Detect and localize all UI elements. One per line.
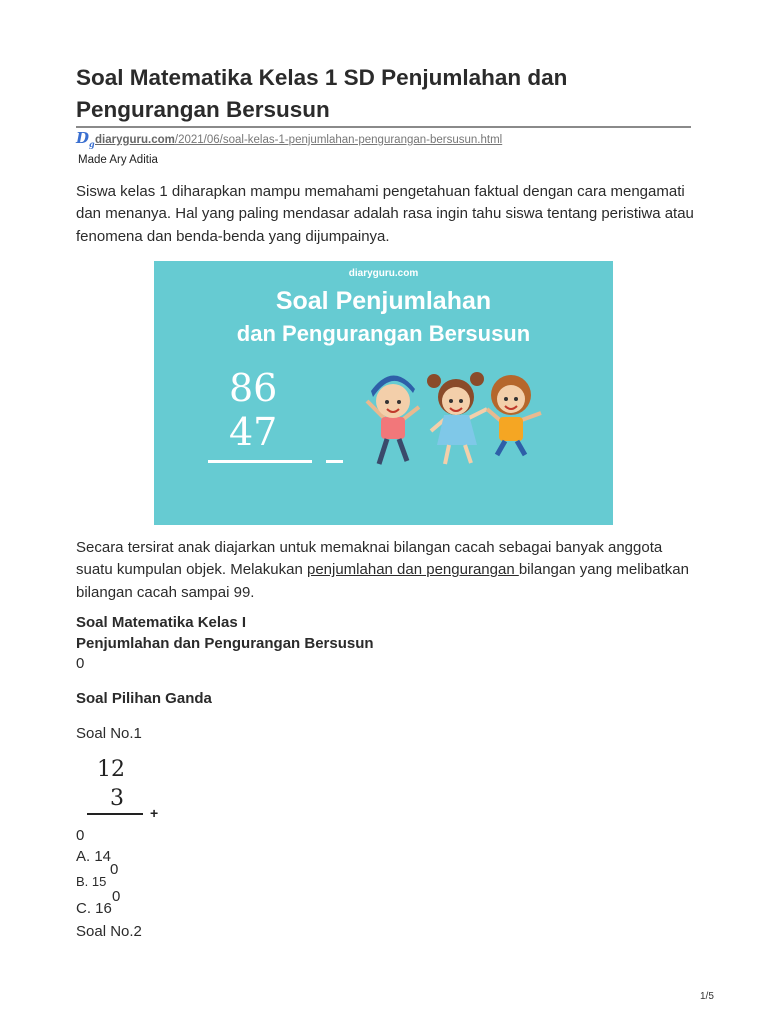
page-number: 1/5 xyxy=(700,991,714,1002)
question-1-top-number: 12 xyxy=(97,757,125,782)
multiple-choice-heading: Soal Pilihan Ganda xyxy=(76,690,212,707)
section-heading-1: Soal Matematika Kelas I xyxy=(76,614,247,631)
option-c-superscript-zero: 0 xyxy=(112,888,121,905)
source-domain[interactable]: diaryguru.com xyxy=(95,134,175,146)
question-1-label: Soal No.1 xyxy=(76,725,142,742)
option-b-value: 15 xyxy=(91,874,107,889)
explanation-text-start: Secara tersirat anak diajarkan untuk memaknai bilangan cacah sebagai banyak anggota suatu kumpulan objek. Melakukan xyxy=(76,539,663,579)
hero-number-bottom: 47 xyxy=(229,410,278,454)
section-heading-2: Penjumlahan dan Pengurangan Bersusun xyxy=(76,635,374,652)
explanation-text-end: bilangan yang melibatkan bilangan cacah sampai 99. xyxy=(76,561,689,601)
hero-minus-sign xyxy=(326,460,343,463)
hero-heading-line2: dan Pengurangan Bersusun xyxy=(236,321,531,346)
question-1-plus-sign: + xyxy=(150,805,159,821)
title-divider xyxy=(76,126,691,128)
hero-sum-line xyxy=(208,460,312,463)
author-name: Made Ary Aditia xyxy=(78,154,158,166)
page-title: Soal Matematika Kelas 1 SD Penjumlahan dan Pengurangan Bersusun xyxy=(76,65,568,122)
question-1-stray-zero: 0 xyxy=(76,827,85,844)
option-b[interactable] xyxy=(76,874,106,889)
option-b-letter: B. xyxy=(76,874,89,889)
hero-heading-line1: Soal Penjumlahan xyxy=(275,287,492,315)
kids-illustration-icon xyxy=(349,359,574,474)
source-path[interactable]: /2021/06/soal-kelas-1-penjumlahan-pengurangan-bersusun.html xyxy=(174,134,503,146)
hero-image xyxy=(154,261,613,525)
explanation-paragraph xyxy=(76,537,696,604)
option-a[interactable]: A. 14 xyxy=(76,848,112,865)
hero-number-top: 86 xyxy=(229,366,278,410)
logo-letter: D xyxy=(76,129,90,147)
logo-sub-letter: g xyxy=(89,139,95,149)
option-c[interactable]: C. 16 xyxy=(76,900,112,917)
option-b-superscript-zero: 0 xyxy=(110,861,119,878)
question-2-label: Soal No.2 xyxy=(76,923,142,940)
hero-site-label: diaryguru.com xyxy=(348,268,419,279)
question-1-sum-line xyxy=(87,813,143,815)
intro-paragraph: Siswa kelas 1 diharapkan mampu memahami pengetahuan faktual dengan cara mengamati dan menanya. Hal yang paling mendasar adalah rasa ingin tahu siswa tentang peristiwa atau fenomena dan benda-benda yang dijumpainya. xyxy=(76,183,694,245)
diaryguru-logo-icon xyxy=(76,129,95,149)
stray-zero: 0 xyxy=(76,655,85,672)
addition-subtraction-link[interactable]: penjumlahan dan pengurangan xyxy=(306,561,519,579)
source-url[interactable] xyxy=(95,134,502,146)
question-1-bottom-number: 3 xyxy=(110,786,124,811)
